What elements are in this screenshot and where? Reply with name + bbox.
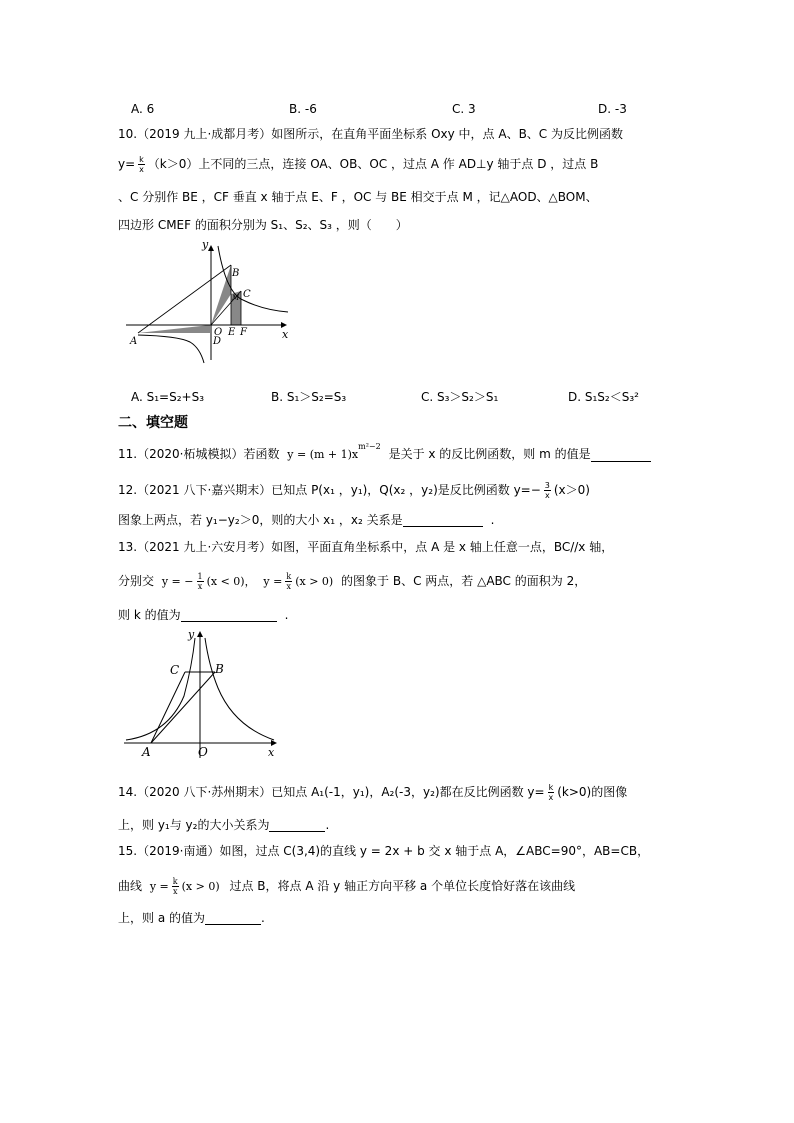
q10-frac-den: x — [139, 165, 144, 174]
triangle-bom-shade — [211, 265, 231, 325]
q12-answer-blank[interactable] — [403, 514, 483, 527]
segment-ab — [151, 672, 215, 743]
q14-fraction — [548, 783, 555, 802]
q11-formula: y = (m + 1)x — [287, 448, 359, 461]
q13-hyperbola-left — [126, 638, 195, 740]
q15-frac-den: x — [172, 887, 178, 896]
q10-option-d: D. S₁S₂＜S₃² — [568, 390, 639, 404]
q13-f1-fraction — [197, 572, 204, 591]
q15-text-3: 上，则 a 的值为 — [118, 911, 205, 925]
q10-frac-num: k — [139, 155, 144, 164]
q10-line1 — [118, 127, 623, 141]
q14-frac-den: x — [548, 793, 554, 802]
q13-f2-num: k — [286, 572, 292, 581]
q10-hyperbola-left — [138, 335, 204, 363]
q10-label-d: D — [213, 336, 222, 347]
q9-option-c: C. 3 — [452, 102, 476, 116]
q10-fraction — [138, 155, 145, 174]
q10-figure — [118, 238, 298, 368]
q15-fraction — [172, 877, 179, 896]
q10-label-y: y — [202, 238, 209, 251]
q11-exponent: m²−2 — [358, 442, 381, 451]
q11-answer-blank[interactable] — [591, 449, 651, 462]
q10-option-c: C. S₃＞S₂＞S₁ — [421, 390, 499, 404]
q10-text-1: 如图所示，在直角平面坐标系 Oxy 中，点 A、B、C 为反比例函数 — [271, 127, 623, 141]
q11-line — [118, 442, 651, 462]
q13-f1-suffix: (x < 0)， — [206, 575, 256, 588]
q9-option-d: D. -3 — [598, 102, 627, 116]
q13-period: . — [284, 608, 289, 622]
q10-option-a: A. S₁=S₂+S₃ — [131, 390, 205, 404]
q10-label-e: E — [228, 327, 236, 338]
q12-frac-den: x — [544, 491, 550, 500]
q15-period: . — [260, 911, 265, 925]
q10-y-eq: y= — [118, 157, 136, 171]
q13-line3 — [118, 608, 288, 622]
q12-text-3: 图象上两点，若 y₁−y₂＞0，则的大小 x₁ ，x₂ 关系是 — [118, 513, 403, 527]
q14-frac-num: k — [548, 783, 554, 792]
q12-period: . — [490, 513, 495, 527]
q13-line2 — [118, 572, 586, 591]
q13-f2-fraction — [285, 572, 292, 591]
q12-fraction — [544, 481, 551, 500]
q10-label-o: O — [214, 327, 223, 338]
q10-line2 — [118, 155, 598, 174]
q15-line1: 15.（2019·南通）如图，过点 C(3,4)的直线 y = 2x + b 交 x 轴于点 A，∠ABC=90°，AB=CB， — [118, 844, 650, 858]
q10-label-b: B — [232, 268, 240, 279]
q13-label-x: x — [268, 746, 275, 759]
q13-label-b: B — [215, 662, 224, 676]
q13-label-a: A — [142, 745, 151, 759]
q13-f1-den: x — [197, 582, 203, 591]
q14-answer-blank[interactable] — [269, 819, 325, 832]
q10-text-2: （k＞0）上不同的三点，连接 OA、OB、OC ，过点 A 作 AD⊥y 轴于点 D ，过点 B — [147, 157, 599, 171]
q15-frac-num: k — [172, 877, 178, 886]
q14-text-1: 14.（2020 八下·苏州期末）已知点 A₁(-1，y₁)，A₂(-3，y₂)都在反比例函数 y= — [118, 785, 545, 799]
q13-text-start: 分别交 — [118, 574, 155, 588]
q14-line2 — [118, 818, 329, 832]
q10-line4: 四边形 CMEF 的面积分别为 S₁、S₂、S₃ ，则（ ） — [118, 218, 408, 232]
q12-frac-num: 3 — [544, 481, 550, 490]
q10-source: （2019 九上·成都月考） — [137, 127, 272, 141]
q10-label-f: F — [240, 327, 247, 338]
q11-text-after: 是关于 x 的反比例函数，则 m 的值是 — [388, 447, 591, 461]
q15-f-prefix: y = — [149, 880, 169, 893]
q13-f2-suffix: (x > 0) — [295, 575, 334, 588]
q10-label-a: A — [130, 336, 138, 347]
segment-ac — [151, 672, 185, 743]
q12-line2 — [118, 513, 494, 527]
q14-text-2: (k>0)的图像 — [557, 785, 628, 799]
q14-period: . — [325, 818, 330, 832]
triangle-aod-shade — [138, 325, 210, 333]
q10-label-x: x — [282, 328, 289, 341]
q13-f2-prefix: y = — [263, 575, 283, 588]
q13-label-o: O — [198, 745, 208, 759]
q13-label-c: C — [170, 663, 180, 677]
q10-label-m: M — [232, 294, 240, 302]
q9-option-a: A. 6 — [131, 102, 155, 116]
q13-answer-blank[interactable] — [181, 609, 277, 622]
line-oa-ob — [138, 265, 231, 333]
section-title: 二、填空题 — [118, 415, 188, 431]
q14-line1 — [118, 783, 627, 802]
q13-line1: 13.（2021 九上·六安月考）如图，平面直角坐标系中，点 A 是 x 轴上任意一点，BC//x 轴， — [118, 540, 614, 554]
q13-f2-den: x — [286, 582, 292, 591]
q13-f1-prefix: y = − — [161, 575, 194, 588]
q15-answer-blank[interactable] — [205, 912, 261, 925]
q13-f1-num: 1 — [197, 572, 203, 581]
q12-text-1: 12.（2021 八下·嘉兴期末）已知点 P(x₁ ，y₁)，Q(x₂ ，y₂)是反比例函数 y=− — [118, 483, 541, 497]
q10-label-c: C — [243, 289, 251, 300]
q15-text-end: 过点 B，将点 A 沿 y 轴正方向平移 a 个单位长度恰好落在该曲线 — [229, 879, 576, 893]
q9-option-b: B. -6 — [289, 102, 317, 116]
q12-line1 — [118, 481, 590, 500]
q11-text-before: 11.（2020·柘城模拟）若函数 — [118, 447, 280, 461]
q15-f-suffix: (x > 0) — [181, 880, 220, 893]
q13-hyperbola-right — [205, 638, 274, 740]
q13-label-y: y — [188, 628, 195, 641]
q10-number: 10. — [118, 127, 138, 141]
q10-line3: 、C 分别作 BE ，CF 垂直 x 轴于点 E、F ，OC 与 BE 相交于点 M ，记△AOD、△BOM、 — [118, 190, 598, 204]
q13-text-3: 则 k 的值为 — [118, 608, 181, 622]
q13-text-end: 的图象于 B、C 两点，若 △ABC 的面积为 2， — [341, 574, 587, 588]
q12-text-2: (x＞0) — [553, 483, 590, 497]
q10-option-b: B. S₁＞S₂=S₃ — [271, 390, 347, 404]
q13-figure — [118, 626, 288, 762]
q15-line2 — [118, 877, 575, 896]
q14-text-3: 上，则 y₁与 y₂的大小关系为 — [118, 818, 270, 832]
q15-text-start: 曲线 — [118, 879, 143, 893]
q15-line3 — [118, 911, 265, 925]
